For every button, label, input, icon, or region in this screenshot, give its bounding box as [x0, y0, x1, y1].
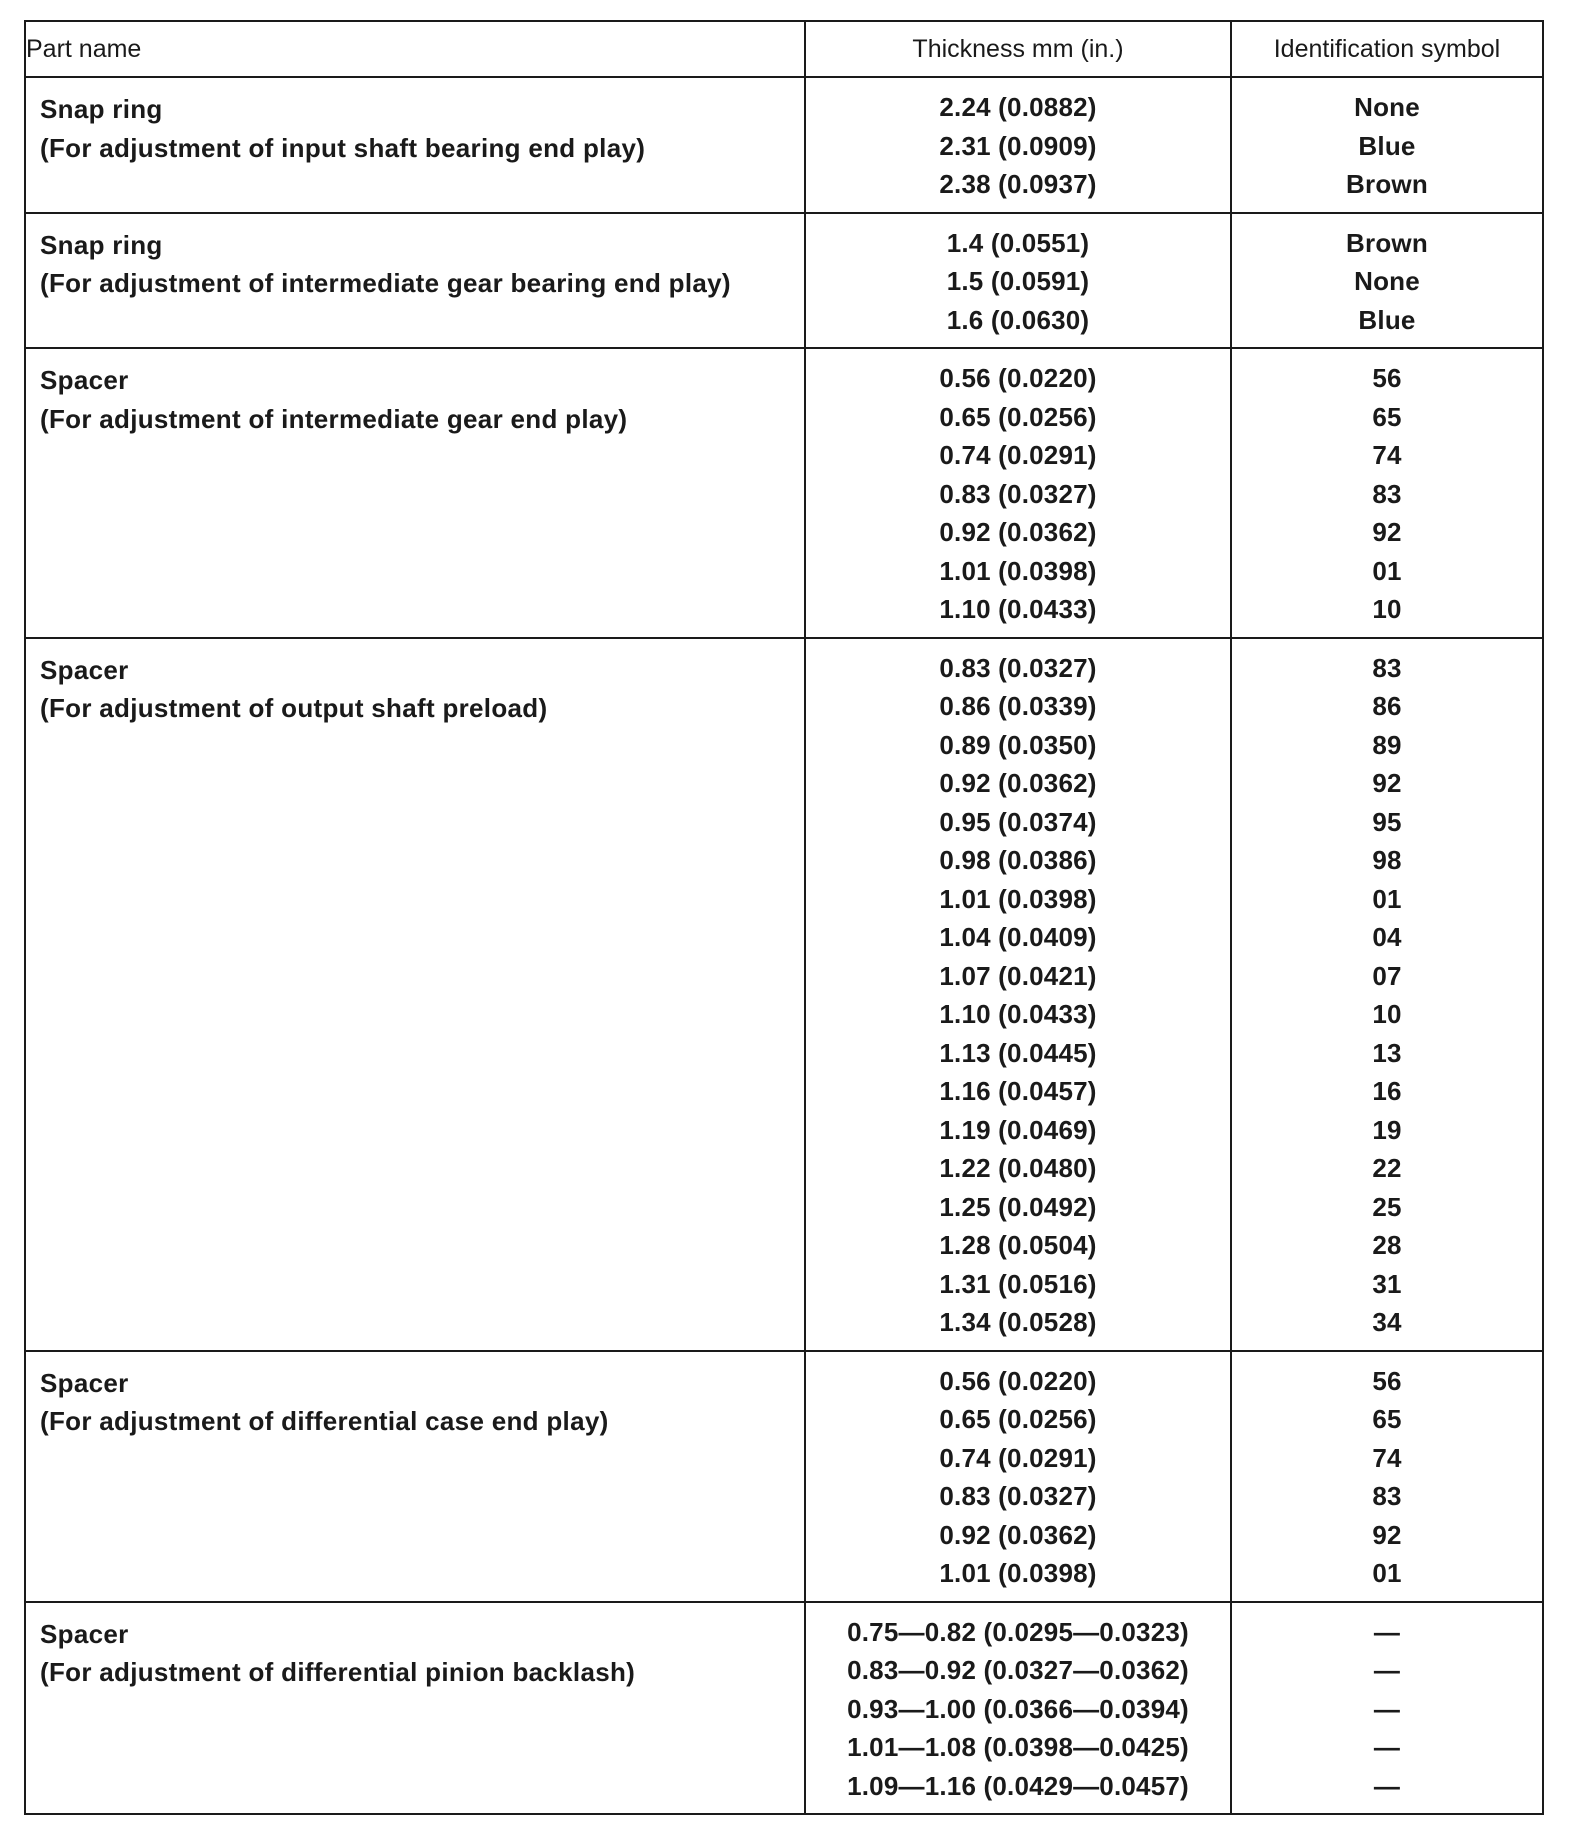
- identification-symbol: 10: [1372, 999, 1402, 1029]
- part-description: (For adjustment of intermediate gear bearing end play): [40, 268, 731, 298]
- identification-symbol: 92: [1372, 517, 1402, 547]
- identification-symbol: 01: [1372, 555, 1402, 586]
- table-header-row: [25, 21, 1543, 77]
- shim-spec-table: [24, 20, 1544, 1815]
- thickness-value: 1.5 (0.0591): [946, 266, 1090, 296]
- part-name-cell: [25, 1602, 805, 1815]
- thickness-value: 0.83 (0.0327): [939, 1481, 1097, 1511]
- identification-symbol: —: [1373, 1655, 1401, 1685]
- part-name-cell: [25, 1351, 805, 1602]
- identification-symbol: 01: [1372, 883, 1402, 914]
- table-body: [25, 77, 1543, 1814]
- thickness-value: 0.65 (0.0256): [939, 401, 1097, 432]
- part-description: (For adjustment of differential case end play): [40, 1406, 609, 1436]
- part-description: (For adjustment of output shaft preload): [40, 693, 548, 723]
- thickness-value: 0.92 (0.0362): [939, 517, 1097, 547]
- part-description: (For adjustment of intermediate gear end play): [40, 403, 628, 434]
- thickness-value: 1.28 (0.0504): [939, 1230, 1097, 1260]
- identification-symbol: 31: [1372, 1268, 1402, 1299]
- identification-symbol: 74: [1372, 1442, 1402, 1473]
- part-name: Spacer: [40, 654, 129, 685]
- identification-symbol: —: [1373, 1693, 1401, 1724]
- thickness-value: 1.01 (0.0398): [939, 883, 1097, 914]
- identification-symbol: 92: [1372, 768, 1402, 798]
- thickness-value: 1.16 (0.0457): [939, 1076, 1097, 1106]
- part-name: Snap ring: [40, 229, 163, 260]
- identification-symbol: 83: [1372, 652, 1402, 683]
- thickness-value: 0.83 (0.0327): [939, 478, 1097, 509]
- identification-symbol: 16: [1372, 1076, 1402, 1106]
- thickness-value: 0.93—1.00 (0.0366—0.0394): [847, 1693, 1189, 1724]
- thickness-value: 0.92 (0.0362): [939, 768, 1097, 798]
- thickness-value: 1.07 (0.0421): [939, 960, 1097, 991]
- table-row: [25, 348, 1543, 638]
- thickness-cell: [805, 348, 1231, 638]
- part-description: (For adjustment of input shaft bearing end play): [40, 132, 646, 163]
- identification-symbol: Blue: [1358, 304, 1416, 335]
- thickness-value: 1.22 (0.0480): [939, 1153, 1097, 1183]
- part-name: Snap ring: [40, 94, 163, 124]
- identification-cell: [1231, 77, 1543, 213]
- identification-symbol: 01: [1372, 1558, 1402, 1588]
- part-description: (For adjustment of differential pinion backlash): [40, 1657, 636, 1687]
- table-row: [25, 213, 1543, 349]
- identification-symbol: 34: [1372, 1307, 1402, 1337]
- thickness-value: 1.01—1.08 (0.0398—0.0425): [847, 1732, 1189, 1762]
- identification-symbol: 22: [1372, 1153, 1402, 1183]
- identification-symbol: —: [1373, 1616, 1401, 1647]
- part-name-cell: [25, 213, 805, 349]
- part-name-cell: [25, 638, 805, 1351]
- thickness-value: 1.34 (0.0528): [939, 1307, 1097, 1337]
- thickness-value: 0.86 (0.0339): [939, 691, 1097, 721]
- thickness-value: 1.19 (0.0469): [939, 1114, 1097, 1145]
- thickness-value: 0.92 (0.0362): [939, 1519, 1097, 1550]
- thickness-value: 1.25 (0.0492): [939, 1191, 1097, 1222]
- thickness-value: 0.98 (0.0386): [939, 845, 1097, 875]
- identification-symbol: 65: [1372, 1404, 1402, 1434]
- thickness-value: 1.04 (0.0409): [939, 922, 1097, 952]
- identification-symbol: 10: [1372, 594, 1402, 624]
- identification-symbol: None: [1354, 92, 1420, 122]
- identification-symbol: 86: [1372, 691, 1402, 721]
- identification-symbol: —: [1373, 1732, 1401, 1762]
- identification-symbol: None: [1354, 266, 1420, 296]
- thickness-value: 0.74 (0.0291): [939, 440, 1097, 470]
- part-name-cell: [25, 77, 805, 213]
- identification-symbol: 98: [1372, 845, 1402, 875]
- identification-symbol: 28: [1372, 1230, 1402, 1260]
- identification-symbol: 83: [1372, 1481, 1402, 1511]
- thickness-value: 1.10 (0.0433): [939, 594, 1097, 624]
- spec-page: [24, 20, 1540, 1815]
- thickness-value: 1.10 (0.0433): [939, 999, 1097, 1029]
- header-thickness: Thickness mm (in.): [805, 21, 1231, 77]
- identification-symbol: Brown: [1346, 227, 1428, 258]
- identification-cell: [1231, 1351, 1543, 1602]
- identification-symbol: 56: [1372, 1365, 1402, 1396]
- identification-cell: [1231, 1602, 1543, 1815]
- thickness-value: 1.4 (0.0551): [946, 227, 1090, 258]
- thickness-value: 1.13 (0.0445): [939, 1037, 1097, 1068]
- identification-cell: [1231, 638, 1543, 1351]
- thickness-value: 0.75—0.82 (0.0295—0.0323): [847, 1616, 1189, 1647]
- identification-symbol: Brown: [1346, 169, 1428, 199]
- identification-symbol: 19: [1372, 1114, 1402, 1145]
- identification-symbol: 07: [1372, 960, 1402, 991]
- identification-symbol: 92: [1372, 1519, 1402, 1550]
- table-row: [25, 77, 1543, 213]
- identification-symbol: 04: [1372, 922, 1402, 952]
- thickness-value: 1.31 (0.0516): [939, 1268, 1097, 1299]
- thickness-cell: [805, 1351, 1231, 1602]
- thickness-value: 1.09—1.16 (0.0429—0.0457): [847, 1770, 1189, 1801]
- thickness-value: 1.01 (0.0398): [939, 1558, 1097, 1588]
- part-name: Spacer: [40, 1618, 129, 1649]
- identification-symbol: 65: [1372, 401, 1402, 432]
- thickness-value: 0.56 (0.0220): [939, 1365, 1097, 1396]
- part-name: Spacer: [40, 365, 129, 395]
- table-row: [25, 1351, 1543, 1602]
- identification-symbol: Blue: [1358, 130, 1416, 161]
- thickness-value: 0.74 (0.0291): [939, 1442, 1097, 1473]
- thickness-value: 1.01 (0.0398): [939, 555, 1097, 586]
- identification-symbol: —: [1373, 1770, 1401, 1801]
- thickness-value: 0.65 (0.0256): [939, 1404, 1097, 1434]
- table-row: [25, 1602, 1543, 1815]
- table-row: [25, 638, 1543, 1351]
- identification-symbol: 83: [1372, 478, 1402, 509]
- thickness-value: 2.38 (0.0937): [939, 169, 1097, 199]
- thickness-value: 2.31 (0.0909): [939, 130, 1097, 161]
- identification-symbol: 13: [1372, 1037, 1402, 1068]
- thickness-value: 0.56 (0.0220): [939, 363, 1097, 393]
- identification-symbol: 56: [1372, 363, 1402, 393]
- identification-cell: [1231, 348, 1543, 638]
- thickness-value: 2.24 (0.0882): [939, 92, 1097, 122]
- header-identification-symbol: Identification symbol: [1231, 21, 1543, 77]
- thickness-value: 0.83 (0.0327): [939, 652, 1097, 683]
- part-name-cell: [25, 348, 805, 638]
- thickness-value: 0.83—0.92 (0.0327—0.0362): [847, 1655, 1189, 1685]
- thickness-cell: [805, 1602, 1231, 1815]
- thickness-cell: [805, 638, 1231, 1351]
- thickness-cell: [805, 213, 1231, 349]
- thickness-value: 1.6 (0.0630): [946, 304, 1090, 335]
- header-part-name: Part name: [25, 21, 805, 77]
- identification-symbol: 25: [1372, 1191, 1402, 1222]
- identification-symbol: 95: [1372, 806, 1402, 837]
- part-name: Spacer: [40, 1367, 129, 1398]
- identification-symbol: 89: [1372, 729, 1402, 760]
- thickness-value: 0.89 (0.0350): [939, 729, 1097, 760]
- thickness-cell: [805, 77, 1231, 213]
- identification-symbol: 74: [1372, 440, 1402, 470]
- identification-cell: [1231, 213, 1543, 349]
- thickness-value: 0.95 (0.0374): [939, 806, 1097, 837]
